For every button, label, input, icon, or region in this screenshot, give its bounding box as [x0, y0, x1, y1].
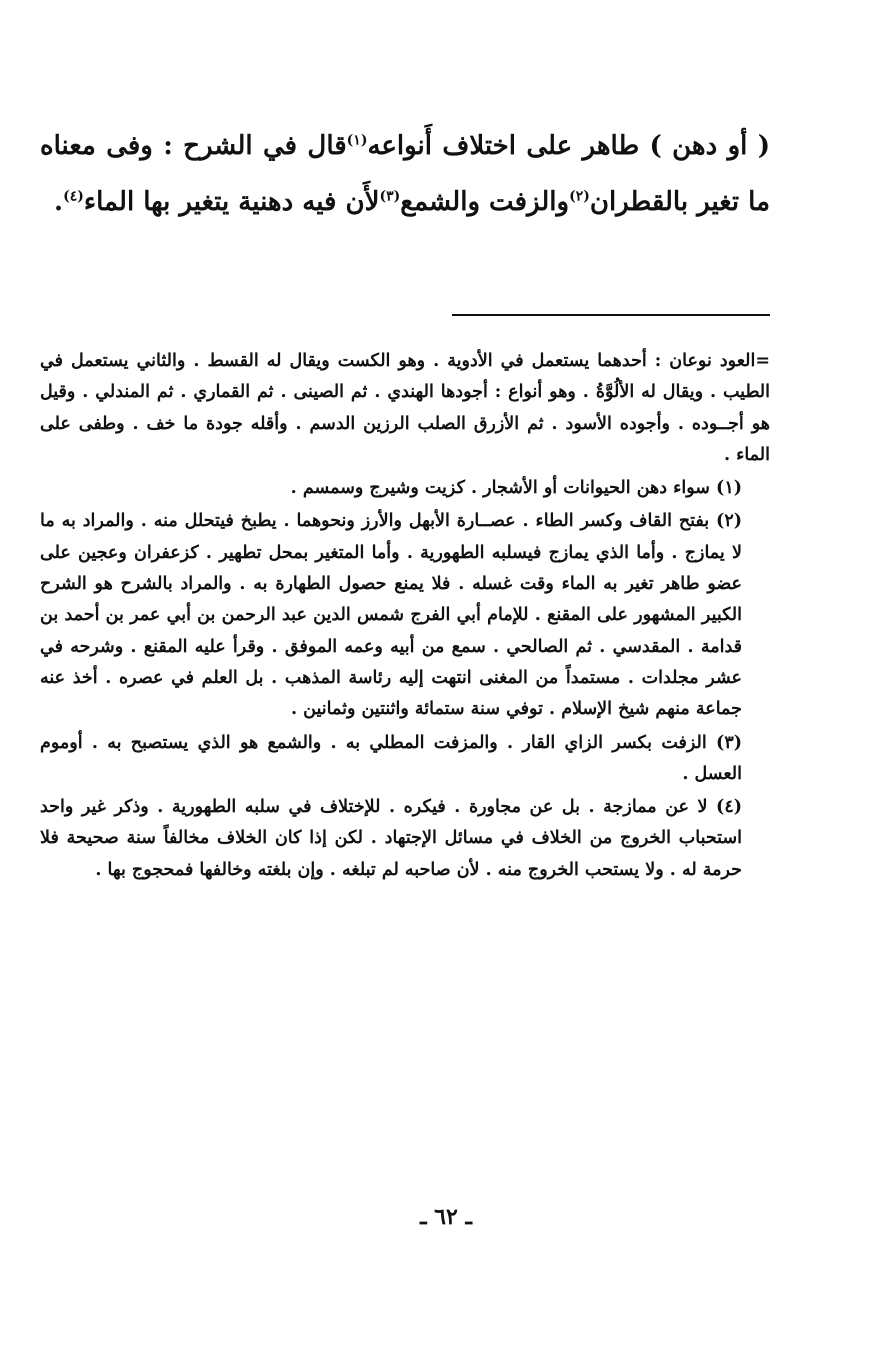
footnote-3: (٣) الزفت بكسر الزاي القار . والمزفت المطلي به . والشمع هو الذي يستصبح به . أوموم العسل . [40, 732, 742, 784]
main-text-part-2: قال في الشرح : وفى معناه ما تغير بالقطران [40, 131, 770, 217]
main-text-part-1: ( أو دهن ) طاهر على اختلاف أَنواعه [367, 131, 770, 161]
main-text [40, 118, 770, 230]
footnote-4: (٤) لا عن ممازجة . بل عن مجاورة . فيكره . للإختلاف في سلبه الطهورية . وذكر غير واحد استحباب الخروج من الخلاف في مسائل الإجتهاد . لكن إذا كان الخلاف مخالفاً سنة صحيحة فلا حرمة له . ولا يستحب الخروج منه . لأن صاحبه لم تبلغه . وإن بلغته وخالفها فمحجوج بها . [40, 797, 742, 880]
footnote-separator [452, 314, 770, 316]
footnote-continuation: =العود نوعان : أحدهما يستعمل في الأدوية . وهو الكست ويقال له القسط . والثاني يستعمل في الطيب . ويقال له الألُوَّةُ . وهو أنواع : أجودها الهندي . ثم الصينى . ثم القماري . ثم المندلي . وقيل هو أجــوده . وأجوده الأسود . ثم الأزرق الصلب الرزين الدسم . وأقله جودة ما خف . وطفى على الماء . [40, 351, 770, 465]
main-text-part-4: لأَن فيه دهنية يتغير بها الماء [83, 187, 380, 217]
footnote-ref-2: (٢) [569, 188, 590, 205]
page-number: ـ ٦٢ ـ [420, 1204, 472, 1230]
main-text-part-5: . [54, 187, 64, 217]
main-text-part-3: والزفت والشمع [400, 187, 570, 217]
footnote-ref-1: (١) [346, 132, 368, 149]
footnote-ref-3: (٣) [379, 188, 401, 205]
footnote-1: (١) سواء دهن الحيوانات أو الأشجار . كزيت وشيرج وسمسم . [290, 478, 742, 499]
footnote-ref-4: (٤) [63, 188, 84, 205]
page-body [40, 118, 770, 880]
footnotes [40, 346, 770, 888]
footnote-2: (٢) بفتح القاف وكسر الطاء . عصــارة الأبهل والأرز ونحوهما . يطبخ فيتحلل منه . والمراد به ما لا يمازج . وأما الذي يمازج فيسلبه الطهورية . وأما المتغير بمحل تطهير . كزعفران وعجين على عضو طاهر تغير به الماء وقت غسله . فلا يمنع حصول الطهارة به . والمراد بالشرح هو الشرح الكبير المشهور على المقنع . للإمام أبي الفرج شمس الدين عبد الرحمن بن أبي عمر بن أحمد بن قدامة . المقدسي . ثم الصالحي . سمع من أبيه وعمه الموفق . وقرأ عليه المقنع . وشرحه في عشر مجلدات . مستمداً من المغنى انتهت إليه رئاسة المذهب . بل العلم في عصره . أخذ عنه جماعة منهم شيخ الإسلام . توفي سنة ستمائة واثنتين وثمانين . [40, 511, 742, 720]
